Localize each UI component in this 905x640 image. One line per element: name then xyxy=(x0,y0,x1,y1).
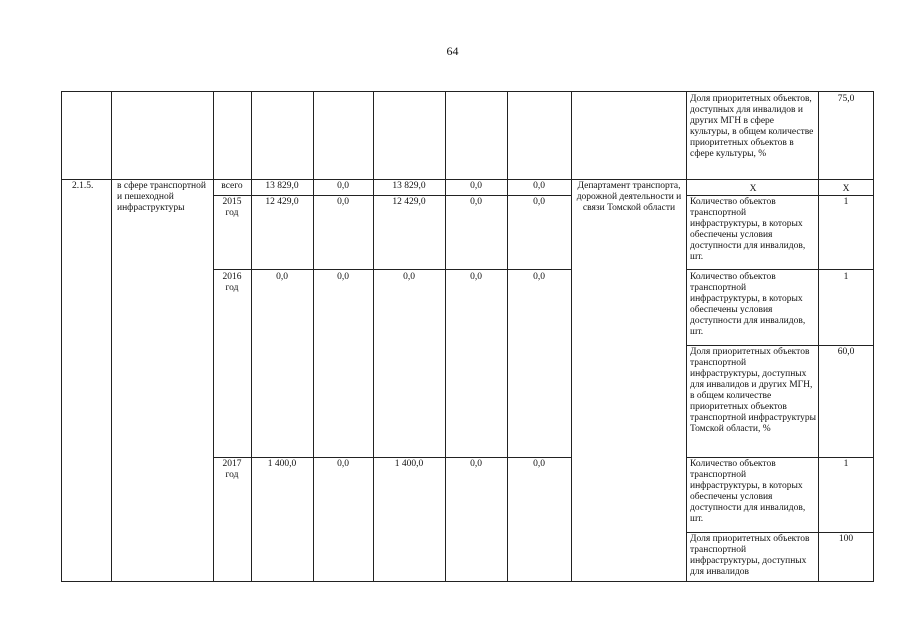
indicator-name: Х xyxy=(749,184,757,194)
indicator-value: Х xyxy=(842,184,850,194)
indicator-name: Доля приоритетных объектов транспортной инфраструктуры, доступных для инвалидов и других МГН, в общем количестве приоритетных объектов транспортной инфраструктуры Томской области, % xyxy=(690,347,816,434)
indicator-name: Количество объектов транспортной инфраструктуры, в которых обеспечены условия доступности для инвалидов, шт. xyxy=(690,459,806,524)
col-divider xyxy=(507,92,508,581)
value-other: 0,0 xyxy=(533,272,545,282)
row-divider xyxy=(62,179,873,180)
value-regional: 0,0 xyxy=(403,272,415,282)
col-divider xyxy=(445,92,446,581)
col-divider xyxy=(571,92,572,581)
value-local: 0,0 xyxy=(470,459,482,469)
indicator-value: 75,0 xyxy=(837,94,855,104)
value-regional: 1 400,0 xyxy=(394,459,424,469)
row-number: 2.1.5. xyxy=(72,181,94,191)
value-federal: 0,0 xyxy=(337,459,349,469)
col-divider xyxy=(213,92,214,581)
indicator-value: 1 xyxy=(843,459,849,469)
indicator-name: Количество объектов транспортной инфраструктуры, в которых обеспечены условия доступности для инвалидов, шт. xyxy=(690,272,806,337)
year-label: 2017 год xyxy=(222,459,242,480)
indicator-value: 1 xyxy=(843,272,849,282)
col-divider xyxy=(686,92,687,581)
year-label: всего xyxy=(221,181,243,191)
value-local: 0,0 xyxy=(470,197,482,207)
value-other: 0,0 xyxy=(533,181,545,191)
year-label: 2016 год xyxy=(222,272,242,293)
value-other: 0,0 xyxy=(533,197,545,207)
row-title: в сфере транспортной и пешеходной инфраструктуры xyxy=(117,181,206,213)
value-federal: 0,0 xyxy=(337,272,349,282)
row-divider xyxy=(686,457,873,458)
col-divider xyxy=(111,92,112,581)
col-divider xyxy=(818,92,819,581)
row-divider xyxy=(686,269,873,270)
col-divider xyxy=(313,92,314,581)
value-federal: 0,0 xyxy=(337,181,349,191)
indicator-name: Доля приоритетных объектов транспортной инфраструктуры, доступных для инвалидов xyxy=(690,534,810,577)
page-number: 64 xyxy=(446,44,459,58)
value-federal: 0,0 xyxy=(337,197,349,207)
executor: Департамент транспорта, дорожной деятельности и связи Томской области xyxy=(576,181,682,213)
value-local: 0,0 xyxy=(470,181,482,191)
value-total: 0,0 xyxy=(276,272,288,282)
value-total: 1 400,0 xyxy=(267,459,297,469)
value-local: 0,0 xyxy=(470,272,482,282)
col-divider xyxy=(251,92,252,581)
indicator-name: Количество объектов транспортной инфраструктуры, в которых обеспечены условия доступности для инвалидов, шт. xyxy=(690,197,806,262)
indicator-value: 60,0 xyxy=(837,347,855,357)
row-divider xyxy=(213,457,571,458)
value-regional: 12 429,0 xyxy=(392,197,426,207)
col-divider xyxy=(373,92,374,581)
row-divider xyxy=(213,269,571,270)
row-divider xyxy=(686,532,873,533)
value-regional: 13 829,0 xyxy=(392,181,426,191)
indicator-name: Доля приоритетных объектов, доступных для инвалидов и других МГН в сфере культуры, в общем количестве приоритетных объектов в сфере культуры, % xyxy=(690,94,814,159)
indicator-value: 1 xyxy=(843,197,849,207)
row-divider xyxy=(686,195,873,196)
row-divider xyxy=(213,195,571,196)
row-divider xyxy=(686,345,873,346)
program-table xyxy=(61,91,874,582)
value-total: 13 829,0 xyxy=(265,181,299,191)
value-total: 12 429,0 xyxy=(265,197,299,207)
year-label: 2015 год xyxy=(222,197,242,218)
value-other: 0,0 xyxy=(533,459,545,469)
indicator-value: 100 xyxy=(838,534,854,544)
